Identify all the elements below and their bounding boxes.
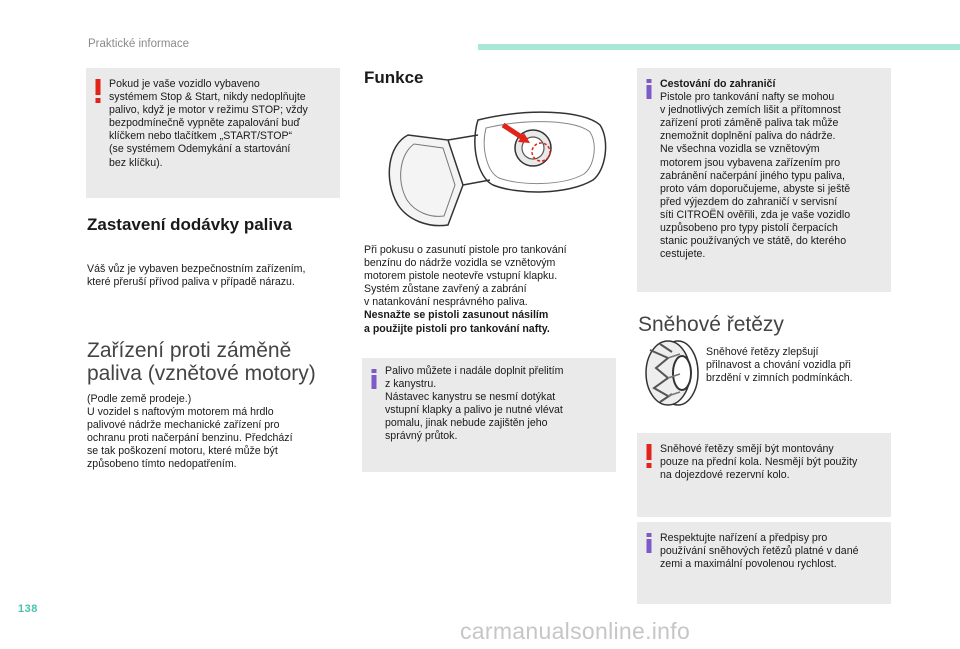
- text-line: pomalu, jinak nebude zajištěn jeho: [385, 417, 548, 430]
- info-box-travel-abroad: [637, 68, 891, 292]
- warning-box-snow-chains: [637, 433, 891, 517]
- warning-text: [660, 443, 857, 482]
- function-text: [364, 244, 567, 336]
- text-line: proto vám doporučujeme, abyste si ještě: [660, 182, 851, 195]
- text-line: Palivo můžete i nadále doplnit přelitím: [385, 365, 564, 377]
- heading-misfuel-device: [87, 339, 316, 385]
- text-line: motorem jsou vybavena zařízením pro: [660, 156, 841, 169]
- text-line: klíčkem nebo tlačítkem „START/STOP“: [109, 130, 293, 143]
- text-line: správný průtok.: [385, 430, 458, 443]
- snow-chain-tire-icon: [638, 338, 700, 408]
- text-line: zařízení proti záměně paliva tak může: [660, 117, 839, 130]
- text-line: Pistole pro tankování nafty se mohou: [660, 91, 835, 104]
- text-line: bezpodmínečně vypněte zapalování buď: [109, 117, 300, 130]
- text-line: Při pokusu o zasunutí pistole pro tankování: [364, 244, 567, 256]
- text-line: U vozidel s naftovým motorem má hrdlo: [87, 406, 274, 419]
- header-accent-bar: [478, 44, 960, 50]
- text-line: v natankování nesprávného paliva.: [364, 296, 528, 309]
- text-line: palivové nádrže mechanické zařízení pro: [87, 419, 280, 432]
- section-label: Praktické informace: [88, 38, 189, 50]
- text-line: z kanystru.: [385, 378, 437, 391]
- info-text: [660, 532, 858, 571]
- heading-function: Funkce: [364, 68, 424, 87]
- text-line: zabránění načerpání jiného typu paliva,: [660, 169, 845, 182]
- warning-box-stop-start: [86, 68, 340, 198]
- fuel-filler-illustration: [378, 100, 614, 230]
- text-line: brzdění v zimních podmínkách.: [706, 372, 853, 385]
- text-line: pouze na přední kola. Nesmějí být použity: [660, 456, 858, 469]
- bold-text-line: Nesnažte se pistoli zasunout násilím: [364, 309, 549, 322]
- text-line: používání sněhových řetězů platné v dané: [660, 545, 859, 558]
- text-line: uzpůsobeno pro typy pistolí čerpacích: [660, 222, 838, 235]
- text-line: se tak poškození motoru, které může být: [87, 445, 278, 458]
- text-line: které přeruší přívod paliva v případě nárazu.: [87, 276, 295, 289]
- warning-exclamation-icon: [645, 444, 653, 468]
- box-title: Cestování do zahraničí: [660, 78, 776, 90]
- info-i-icon: [646, 533, 652, 553]
- heading-fuel-cutoff: Zastavení dodávky paliva: [87, 215, 293, 234]
- text-line: přilnavost a chování vozidla při: [706, 359, 851, 372]
- text-line: na dojezdové rezervní kolo.: [660, 469, 790, 482]
- text-line: cestujete.: [660, 248, 706, 261]
- text-line: Sněhové řetězy zlepšují: [706, 346, 819, 358]
- text-line: síti CITROËN ověřili, zda je vaše vozidlo: [660, 208, 851, 221]
- page-number: 138: [18, 603, 38, 615]
- info-text: [660, 78, 850, 261]
- text-line: (se systémem Odemykání a startování: [109, 143, 291, 156]
- text-line: Respektujte nařízení a předpisy pro: [660, 532, 828, 544]
- heading-snow-chains: Sněhové řetězy: [638, 313, 784, 336]
- text-line: stanic používaných ve státě, do kterého: [660, 235, 847, 248]
- text-line: vstupní klapky a palivo je nutné vlévat: [385, 404, 563, 417]
- text-line: Nástavec kanystru se nesmí dotýkat: [385, 391, 556, 404]
- text-line: způsobeno tímto nedopatřením.: [87, 458, 237, 471]
- watermark-text: carmanualsonline.info: [460, 618, 691, 644]
- text-line: benzínu do nádrže vozidla se vznětovým: [364, 257, 556, 270]
- heading-line: Zařízení proti záměně: [87, 339, 292, 362]
- misfuel-text: [87, 393, 293, 472]
- text-line: bez klíčku).: [109, 156, 163, 169]
- info-i-icon: [646, 79, 652, 99]
- text-line: palivo, když je motor v režimu STOP; vždy: [109, 104, 308, 117]
- text-line: před výjezdem do zahraničí v servisní: [660, 195, 838, 208]
- text-line: (Podle země prodeje.): [87, 393, 192, 405]
- text-line: v jednotlivých zemích lišit a přítomnost: [660, 104, 841, 117]
- text-line: znemožnit doplnění paliva do nádrže.: [660, 130, 836, 143]
- text-line: ochranu proti načerpání benzinu. Předchází: [87, 432, 293, 445]
- text-line: zemi a maximální povolenou rychlost.: [660, 558, 837, 571]
- text-line: Váš vůz je vybaven bezpečnostním zařízením,: [87, 263, 306, 275]
- text-line: systémem Stop & Start, nikdy nedoplňujte: [109, 91, 306, 104]
- info-text: [385, 365, 563, 444]
- text-line: Pokud je vaše vozidlo vybaveno: [109, 78, 260, 90]
- bold-text-line: a použijte pistoli pro tankování nafty.: [364, 322, 550, 335]
- snow-chains-text: [706, 346, 853, 385]
- text-line: Systém zůstane zavřený a zabrání: [364, 283, 527, 296]
- text-line: Sněhové řetězy smějí být montovány: [660, 443, 834, 455]
- info-box-snow-chain-rules: [637, 522, 891, 604]
- info-box-canister: [362, 358, 616, 472]
- warning-text: [109, 78, 308, 170]
- text-line: motorem pistole neotevře vstupní klapku.: [364, 270, 558, 283]
- info-i-icon: [371, 369, 377, 389]
- heading-line: paliva (vznětové motory): [87, 362, 316, 385]
- text-line: Ne všechna vozidla se vznětovým: [660, 143, 820, 156]
- warning-exclamation-icon: [94, 79, 102, 103]
- fuel-cutoff-text: [87, 263, 305, 289]
